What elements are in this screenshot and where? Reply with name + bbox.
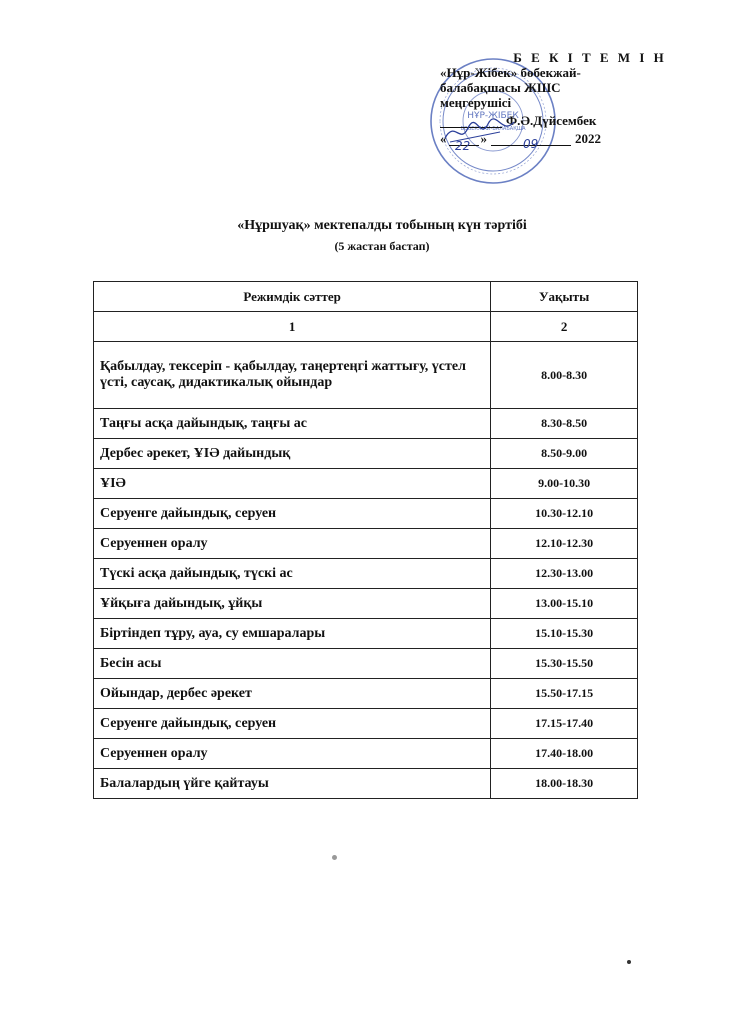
column-number-row (94, 312, 638, 342)
scan-speck (627, 960, 631, 964)
activity-cell: Түскі асқа дайындық, түскі ас (94, 559, 491, 589)
activity-cell: Балалардың үйге қайтауы (94, 769, 491, 799)
column-number-time: 2 (491, 312, 638, 342)
table-row (94, 559, 638, 589)
approval-date-line (440, 131, 720, 146)
time-cell: 15.10-15.30 (491, 619, 638, 649)
activity-cell: Ойындар, дербес әрекет (94, 679, 491, 709)
scan-speck (332, 855, 337, 860)
date-open-quote: « (440, 131, 447, 146)
table-row (94, 342, 638, 409)
approval-title: Б Е К І Т Е М І Н (513, 50, 667, 65)
activity-cell: Таңғы асқа дайындық, таңғы ас (94, 409, 491, 439)
table-row (94, 619, 638, 649)
activity-cell: Қабылдау, тексеріп - қабылдау, таңертеңгі жаттығу, үстел үсті, саусақ, дидактикалық ойындар (94, 342, 491, 409)
time-cell: 10.30-12.10 (491, 499, 638, 529)
table-row (94, 529, 638, 559)
date-month-blank (491, 133, 571, 146)
approval-block (440, 50, 720, 146)
approval-position: меңгерушісі (440, 95, 512, 110)
activity-cell: Серуеннен оралу (94, 529, 491, 559)
table-row (94, 709, 638, 739)
table-row (94, 769, 638, 799)
table-row (94, 649, 638, 679)
activity-cell: Дербес әрекет, ҰІӘ дайындық (94, 439, 491, 469)
document-title: «Нұршуақ» мектепалды тобының күн тәртібі (237, 218, 527, 233)
activity-cell: Серуеннен оралу (94, 739, 491, 769)
document-subtitle: (5 жастан бастап) (334, 239, 430, 253)
activity-cell: ҰІӘ (94, 469, 491, 499)
signature-line (440, 113, 720, 128)
stamp-sub-text: БӨБЕКЖАЙ-БАЛАБАҚША (460, 126, 526, 132)
table-row (94, 409, 638, 439)
table-row (94, 499, 638, 529)
table-row (94, 469, 638, 499)
activity-cell: Ұйқыға дайындық, ұйқы (94, 589, 491, 619)
time-cell: 18.00-18.30 (491, 769, 638, 799)
header-activity: Режимдік сәттер (94, 282, 491, 312)
approval-org-line1: «Нұр-Жібек» бөбекжай- (440, 65, 581, 80)
time-cell: 12.10-12.30 (491, 529, 638, 559)
date-year: 2022 (575, 131, 601, 146)
table-header-row (94, 282, 638, 312)
time-cell: 17.40-18.00 (491, 739, 638, 769)
activity-cell: Серуенге дайындық, серуен (94, 709, 491, 739)
schedule-table (93, 281, 638, 799)
time-cell: 9.00-10.30 (491, 469, 638, 499)
date-close-quote: » (480, 131, 487, 146)
table-row (94, 679, 638, 709)
time-cell: 13.00-15.10 (491, 589, 638, 619)
time-cell: 8.50-9.00 (491, 439, 638, 469)
activity-cell: Біртіндеп тұру, ауа, су емшаралары (94, 619, 491, 649)
activity-cell: Бесін асы (94, 649, 491, 679)
table-row (94, 739, 638, 769)
time-cell: 8.00-8.30 (491, 342, 638, 409)
time-cell: 12.30-13.00 (491, 559, 638, 589)
time-cell: 15.50-17.15 (491, 679, 638, 709)
signer-name: Ф.Ә.Дүйсембек (506, 113, 597, 128)
time-cell: 15.30-15.50 (491, 649, 638, 679)
date-day-blank (449, 133, 479, 146)
table-row (94, 589, 638, 619)
table-row (94, 439, 638, 469)
stamp-center-text: НҰР-ЖІБЕК (467, 111, 519, 121)
activity-cell: Серуенге дайындық, серуен (94, 499, 491, 529)
time-cell: 8.30-8.50 (491, 409, 638, 439)
approval-org-line2: балабақшасы ЖШС (440, 80, 561, 95)
column-number-activity: 1 (94, 312, 491, 342)
handwritten-day: 22 (455, 139, 471, 153)
time-cell: 17.15-17.40 (491, 709, 638, 739)
handwritten-month: 09 (523, 137, 539, 151)
signature-blank (440, 115, 502, 128)
header-time: Уақыты (491, 282, 638, 312)
